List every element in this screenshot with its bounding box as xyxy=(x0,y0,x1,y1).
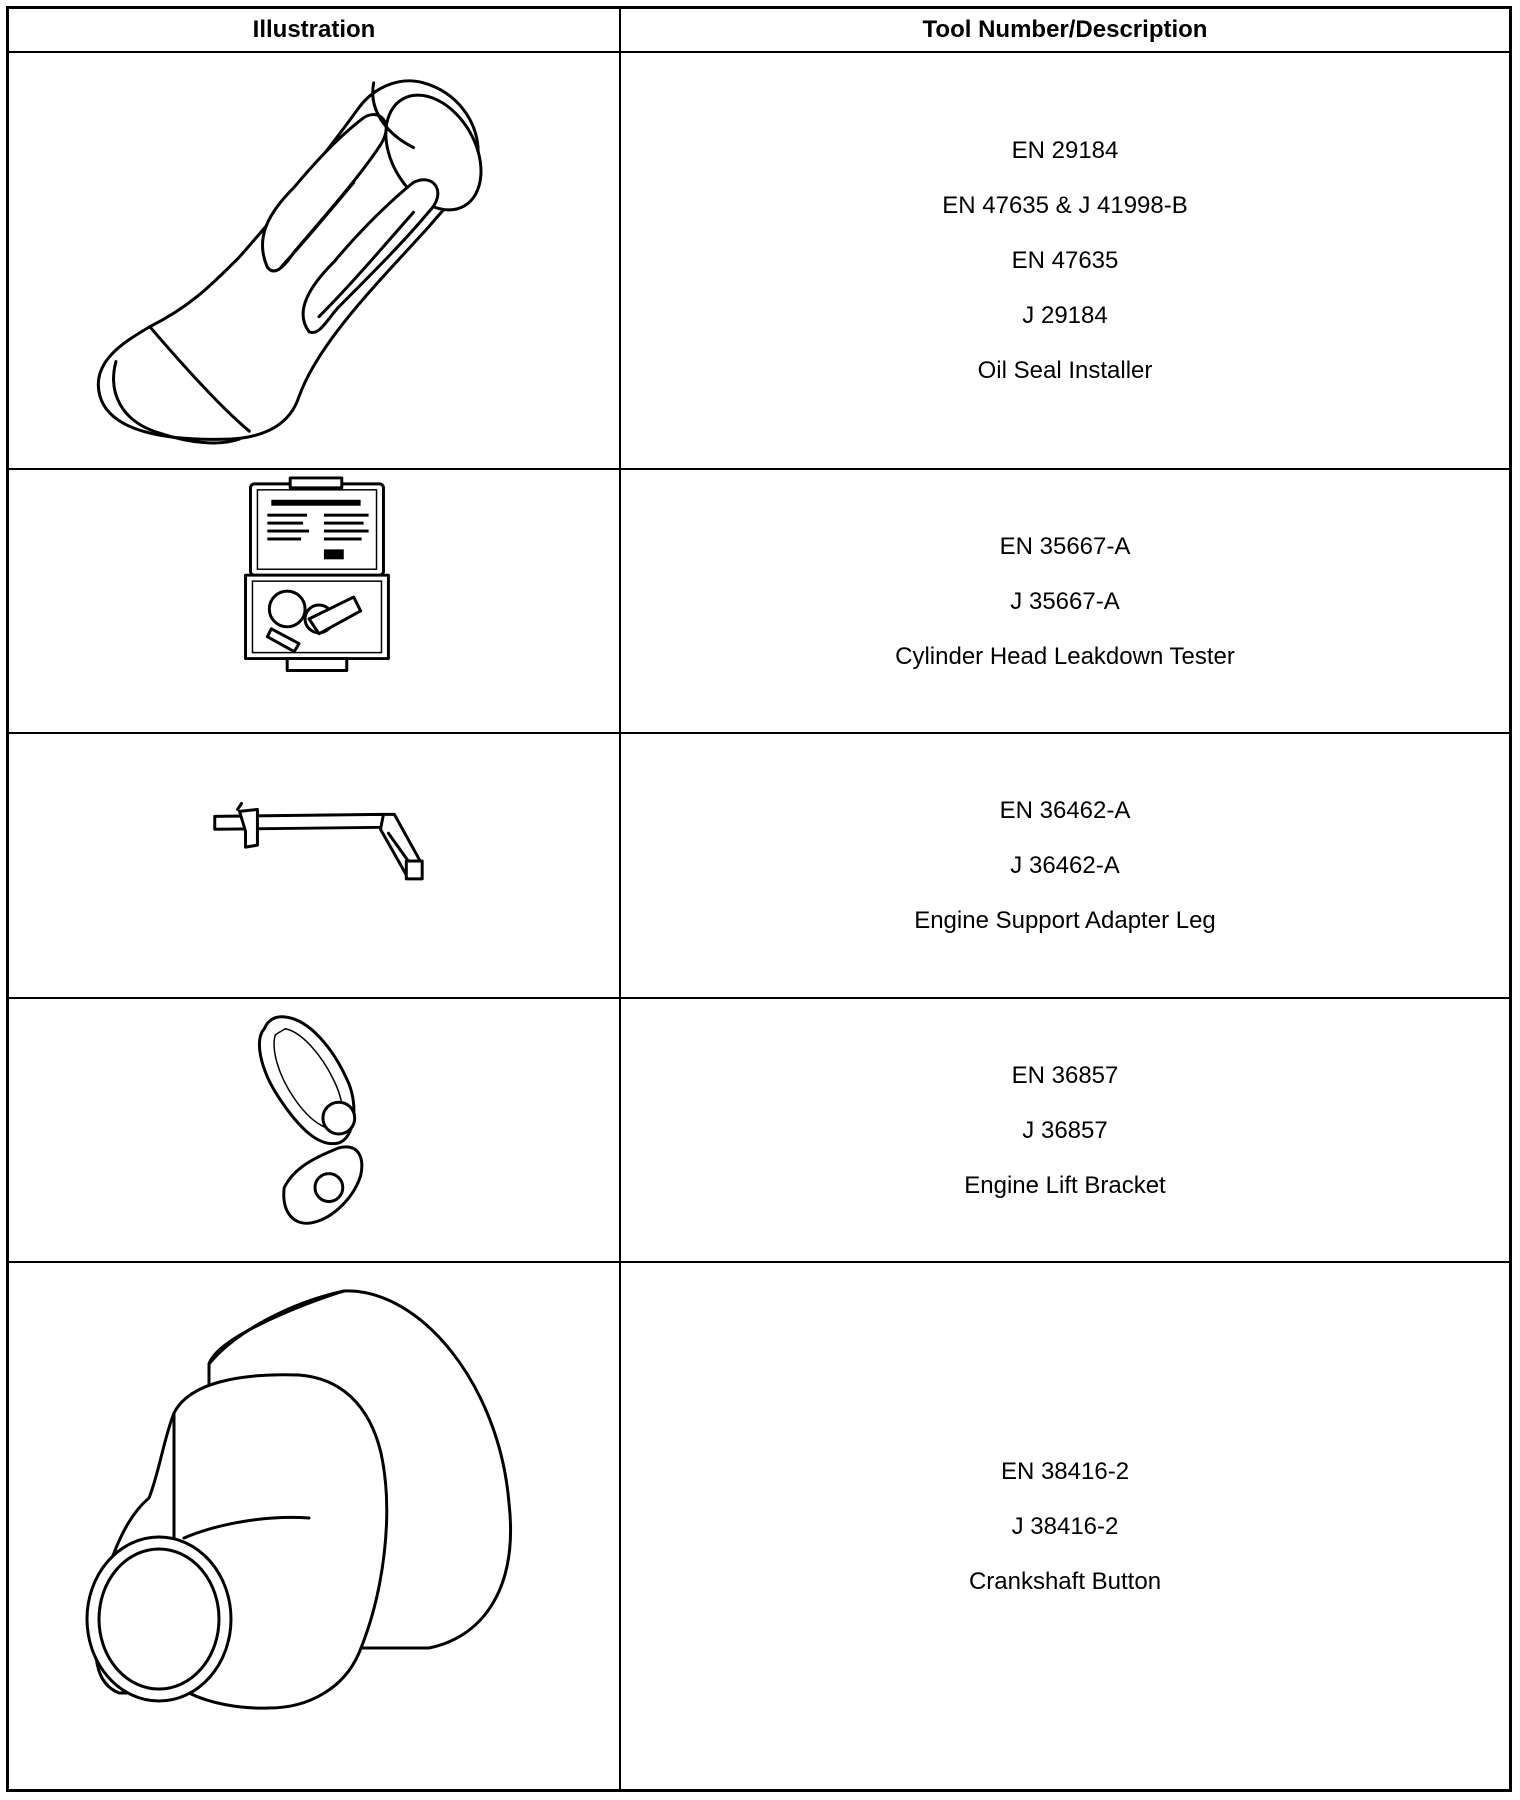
illustration-column-header: Illustration xyxy=(252,16,376,43)
tool-number: J 36462-A xyxy=(1010,852,1120,879)
tool-description-cell xyxy=(621,999,1509,1261)
tool-name: Engine Lift Bracket xyxy=(964,1171,1166,1199)
tool-description-cell xyxy=(621,1263,1509,1789)
tool-number: J 38416-2 xyxy=(1011,1512,1119,1540)
illustration-cell xyxy=(9,999,619,1261)
tool-name: Engine Support Adapter Leg xyxy=(914,907,1216,934)
tool-number: J 35667-A xyxy=(1010,587,1120,615)
table-row xyxy=(9,999,1509,1263)
illustration-cell xyxy=(9,1263,619,1789)
tool-number: EN 47635 xyxy=(1011,247,1119,274)
special-tools-table xyxy=(6,6,1512,1792)
tool-number: EN 29184 xyxy=(1011,137,1119,164)
table-row xyxy=(9,470,1509,734)
tool-name: Oil Seal Installer xyxy=(977,357,1153,384)
illustration-cell xyxy=(9,734,619,997)
tool-description-cell xyxy=(621,470,1509,732)
tool-number: EN 35667-A xyxy=(999,532,1131,560)
tool-number: EN 36857 xyxy=(1011,1061,1119,1089)
table-header xyxy=(9,9,1509,53)
tool-number: EN 36462-A xyxy=(999,797,1131,824)
oil-seal-installer-icon xyxy=(9,53,619,468)
tool-number: J 36857 xyxy=(1022,1116,1108,1144)
tool-number: EN 47635 & J 41998-B xyxy=(942,192,1188,219)
crankshaft-button-icon xyxy=(9,1263,619,1789)
table-row xyxy=(9,53,1509,470)
illustration-cell xyxy=(9,53,619,468)
illustration-cell xyxy=(9,470,619,732)
table-row xyxy=(9,1263,1509,1789)
tool-column-header: Tool Number/Description xyxy=(922,16,1208,43)
tool-description-cell xyxy=(621,53,1509,468)
lift-bracket-icon xyxy=(9,999,619,1261)
adapter-leg-icon xyxy=(9,734,619,997)
tool-name: Crankshaft Button xyxy=(968,1567,1162,1595)
leakdown-tester-case-icon xyxy=(9,470,619,732)
tool-name: Cylinder Head Leakdown Tester xyxy=(895,642,1235,670)
tool-number: EN 38416-2 xyxy=(1000,1457,1130,1485)
table-row xyxy=(9,734,1509,999)
tool-number: J 29184 xyxy=(1022,302,1108,329)
tool-description-cell xyxy=(621,734,1509,997)
